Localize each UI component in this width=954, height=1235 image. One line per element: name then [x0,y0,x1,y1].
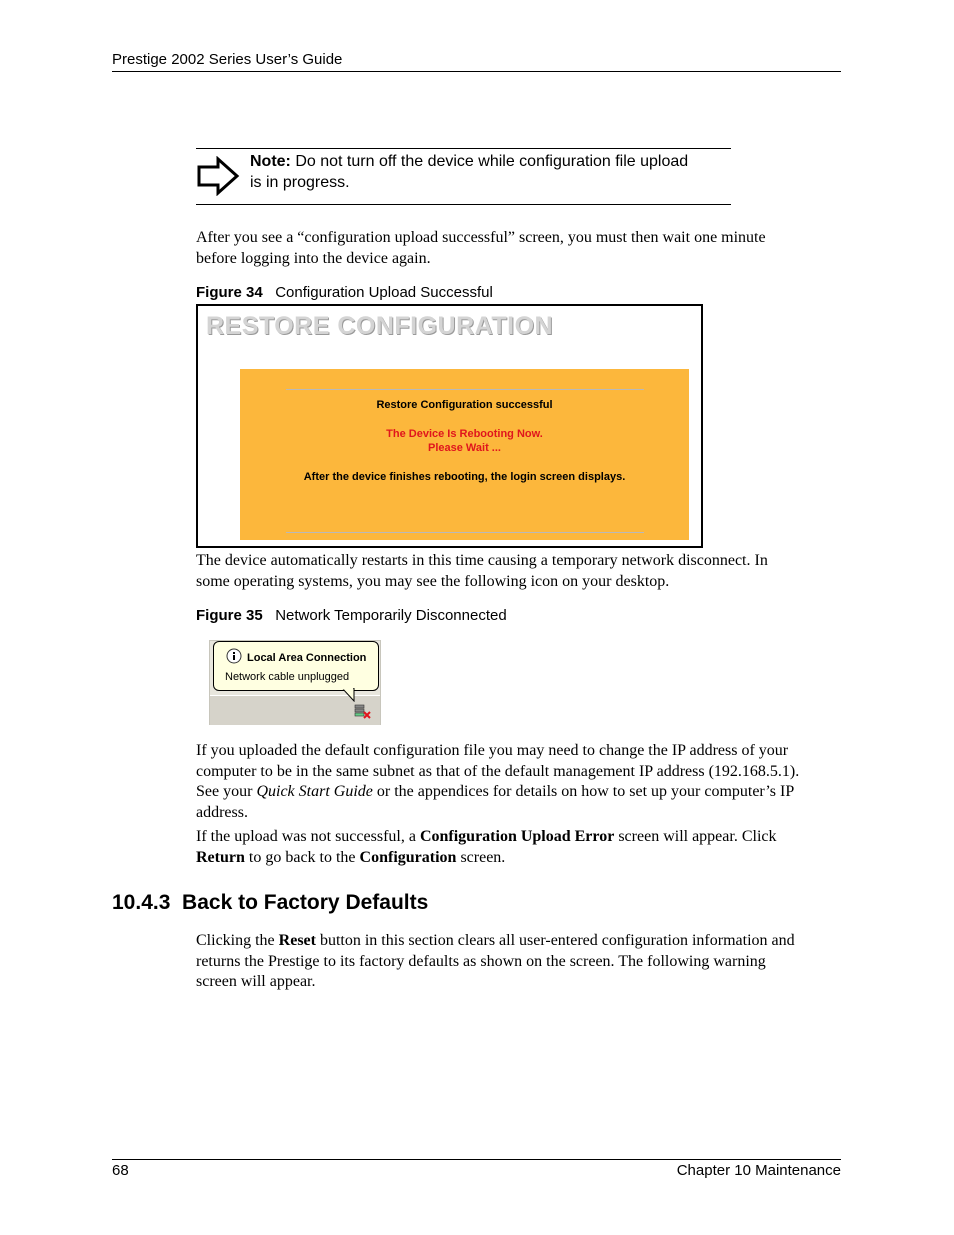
figure-restore-configuration [196,304,703,548]
running-header: Prestige 2002 Series User’s Guide [112,51,343,68]
notification-balloon [213,641,379,691]
paragraph: After you see a “configuration upload successful” screen, you must then wait one minute before logging into the device again. [196,229,766,267]
note-label: Note: [250,153,291,170]
paragraph: If you uploaded the default configuration file you may need to change the IP address of your computer to be in the same subnet as that of the default management IP address (192.168.5.1). See your Quick Start Guide or the appendices for details on how to set up your computer’s IP address. [196,742,800,821]
section-heading: 10.4.3 Back to Factory Defaults [112,891,429,914]
balloon-title: Local Area Connection [247,652,367,664]
divider [286,532,644,533]
chapter-title: Chapter 10 Maintenance [676,1162,841,1179]
paragraph: If the upload was not successful, a Configuration Upload Error screen will appear. Click Return to go back to the Configuration screen. [196,828,777,866]
status-panel [240,369,689,540]
note-bottom-rule [196,204,731,205]
paragraph: The device automatically restarts in this time causing a temporary network disconnect. In some operating systems, you may see the following icon on your desktop. [196,552,768,590]
info-icon [226,648,242,669]
figure-caption: Figure 35 Network Temporarily Disconnected [196,607,507,624]
footer-rule [112,1159,841,1160]
figure-label: Figure 34 [196,284,263,301]
note-arrow-icon [196,156,242,201]
note-text: Note: Do not turn off the device while configuration file upload is in progress. [250,153,689,191]
header-rule [112,71,841,72]
figure-network-disconnected [209,640,381,725]
status-text: Restore Configuration successful [376,399,553,411]
note-top-rule [196,148,731,149]
rebooting-text: The Device Is Rebooting Now. [386,428,543,440]
figure-label: Figure 35 [196,607,263,624]
figure-caption: Figure 34 Configuration Upload Successful [196,284,493,301]
screen-title: RESTORE CONFIGURATION [206,312,554,340]
page-number: 68 [112,1162,129,1179]
balloon-text: Network cable unplugged [225,671,350,683]
network-disconnected-icon[interactable] [353,703,373,726]
please-wait-text: Please Wait ... [428,442,501,454]
divider [286,389,644,390]
after-text: After the device finishes rebooting, the login screen displays. [303,471,626,483]
paragraph: Clicking the Reset button in this section clears all user-entered configuration information and returns the Prestige to its factory defaults as shown on the screen. The following warning screen will appear. [196,932,795,990]
